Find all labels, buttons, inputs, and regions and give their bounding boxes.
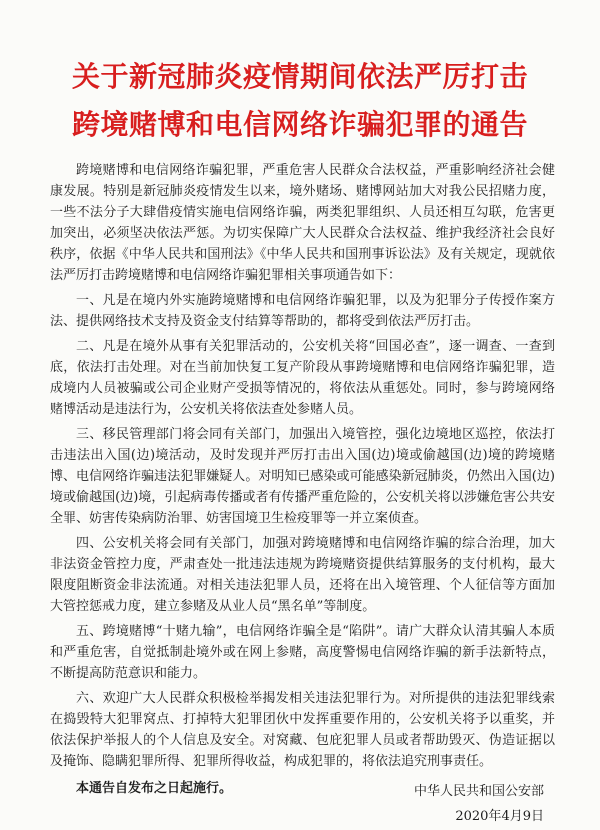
closing-statement: 本通告自发布之日起施行。 [76, 781, 233, 796]
clause-paragraph-3: 三、移民管理部门将会同有关部门，加强出入境管控，强化边境地区巡控，依法打击违法出入国(边)境活动，及时发现并严厉打击出入国(边)境或偷越国(边)境的跨境赌博、电信网络诈骗违法犯罪嫌疑人。对明知已感染或可能感染新冠肺炎，仍然出入国(边)境或偷越国(边)境，引起病毒传播或者有传播严重危险的，公安机关将以涉嫌危害公共安全罪、妨害传染病防治罪、妨害国境卫生检疫罪等一并立案侦查。 [50, 427, 555, 526]
notice-title-line-2: 跨境赌博和电信网络诈骗犯罪的通告 [71, 108, 528, 141]
clause-paragraph-2: 二、凡是在境外从事有关犯罪活动的，公安机关将“回国必查”，逐一调查、一查到底，依法打击处理。对在当前加快复工复产阶段从事跨境赌博和电信网络诈骗犯罪，造成境内人员被骗或公司企业财产受损等情况的，将依法从重惩处。同时，参与跨境网络赌博活动是违法行为，公安机关将依法查处参赌人员。 [50, 339, 555, 417]
clause-paragraph-5: 五、跨境赌博“十赌九输”，电信网络诈骗全是“陷阱”。请广大群众认清其骗人本质和严重危害，自觉抵制赴境外或在网上参赌，高度警惕电信网络诈骗的新手法新特点，不断提高防范意识和能力。 [50, 624, 555, 681]
clause-paragraph-6: 六、欢迎广大人民群众积极检举揭发相关违法犯罪行为。对所提供的违法犯罪线索在捣毁特大犯罪窝点、打掉特大犯罪团伙中发挥重要作用的，公安机关将予以重奖，并依法保护举报人的个人信息及安全。对窝藏、包庇犯罪人员或者帮助毁灭、伪造证据以及掩饰、隐瞒犯罪所得、犯罪所得收益，构成犯罪的，将依法追究刑事责任。 [50, 691, 555, 769]
issuing-authority: 中华人民共和国公安部 [413, 784, 544, 799]
clause-paragraph-4: 四、公安机关将会同有关部门，加强对跨境赌博和电信网络诈骗的综合治理，加大非法资金管控力度，严肃查处一批违法违规为跨境赌资提供结算服务的支付机构，最大限度阻断资金非法流通。对相关违法犯罪人员，还将在出入境管理、个人征信等方面加大管控惩戒力度，建立参赌及从业人员“黑名单”等制度。 [50, 536, 555, 614]
intro-paragraph: 跨境赌博和电信网络诈骗犯罪，严重危害人民群众合法权益，严重影响经济社会健康发展。特别是新冠肺炎疫情发生以来，境外赌场、赌博网站加大对我公民招赌力度，一些不法分子大肆借疫情实施电信网络诈骗，两类犯罪组织、人员还相互勾联，危害更加突出，必须坚决依法严惩。为切实保障广大人民群众合法权益、维护我经济社会良好秩序，依据《中华人民共和国刑法》《中华人民共和国刑事诉讼法》及有关规定，现就依法严厉打击跨境赌博和电信网络诈骗犯罪相关事项通告如下： [50, 163, 555, 283]
issue-date: 2020年4月9日 [455, 809, 544, 824]
clause-paragraph-1: 一、凡是在境内外实施跨境赌博和电信网络诈骗犯罪，以及为犯罪分子传授作案方法、提供网络技术支持及资金支付结算等帮助的，都将受到依法严厉打击。 [50, 293, 555, 329]
notice-body [50, 160, 555, 799]
notice-title-line-1: 关于新冠肺炎疫情期间依法严厉打击 [71, 60, 528, 93]
